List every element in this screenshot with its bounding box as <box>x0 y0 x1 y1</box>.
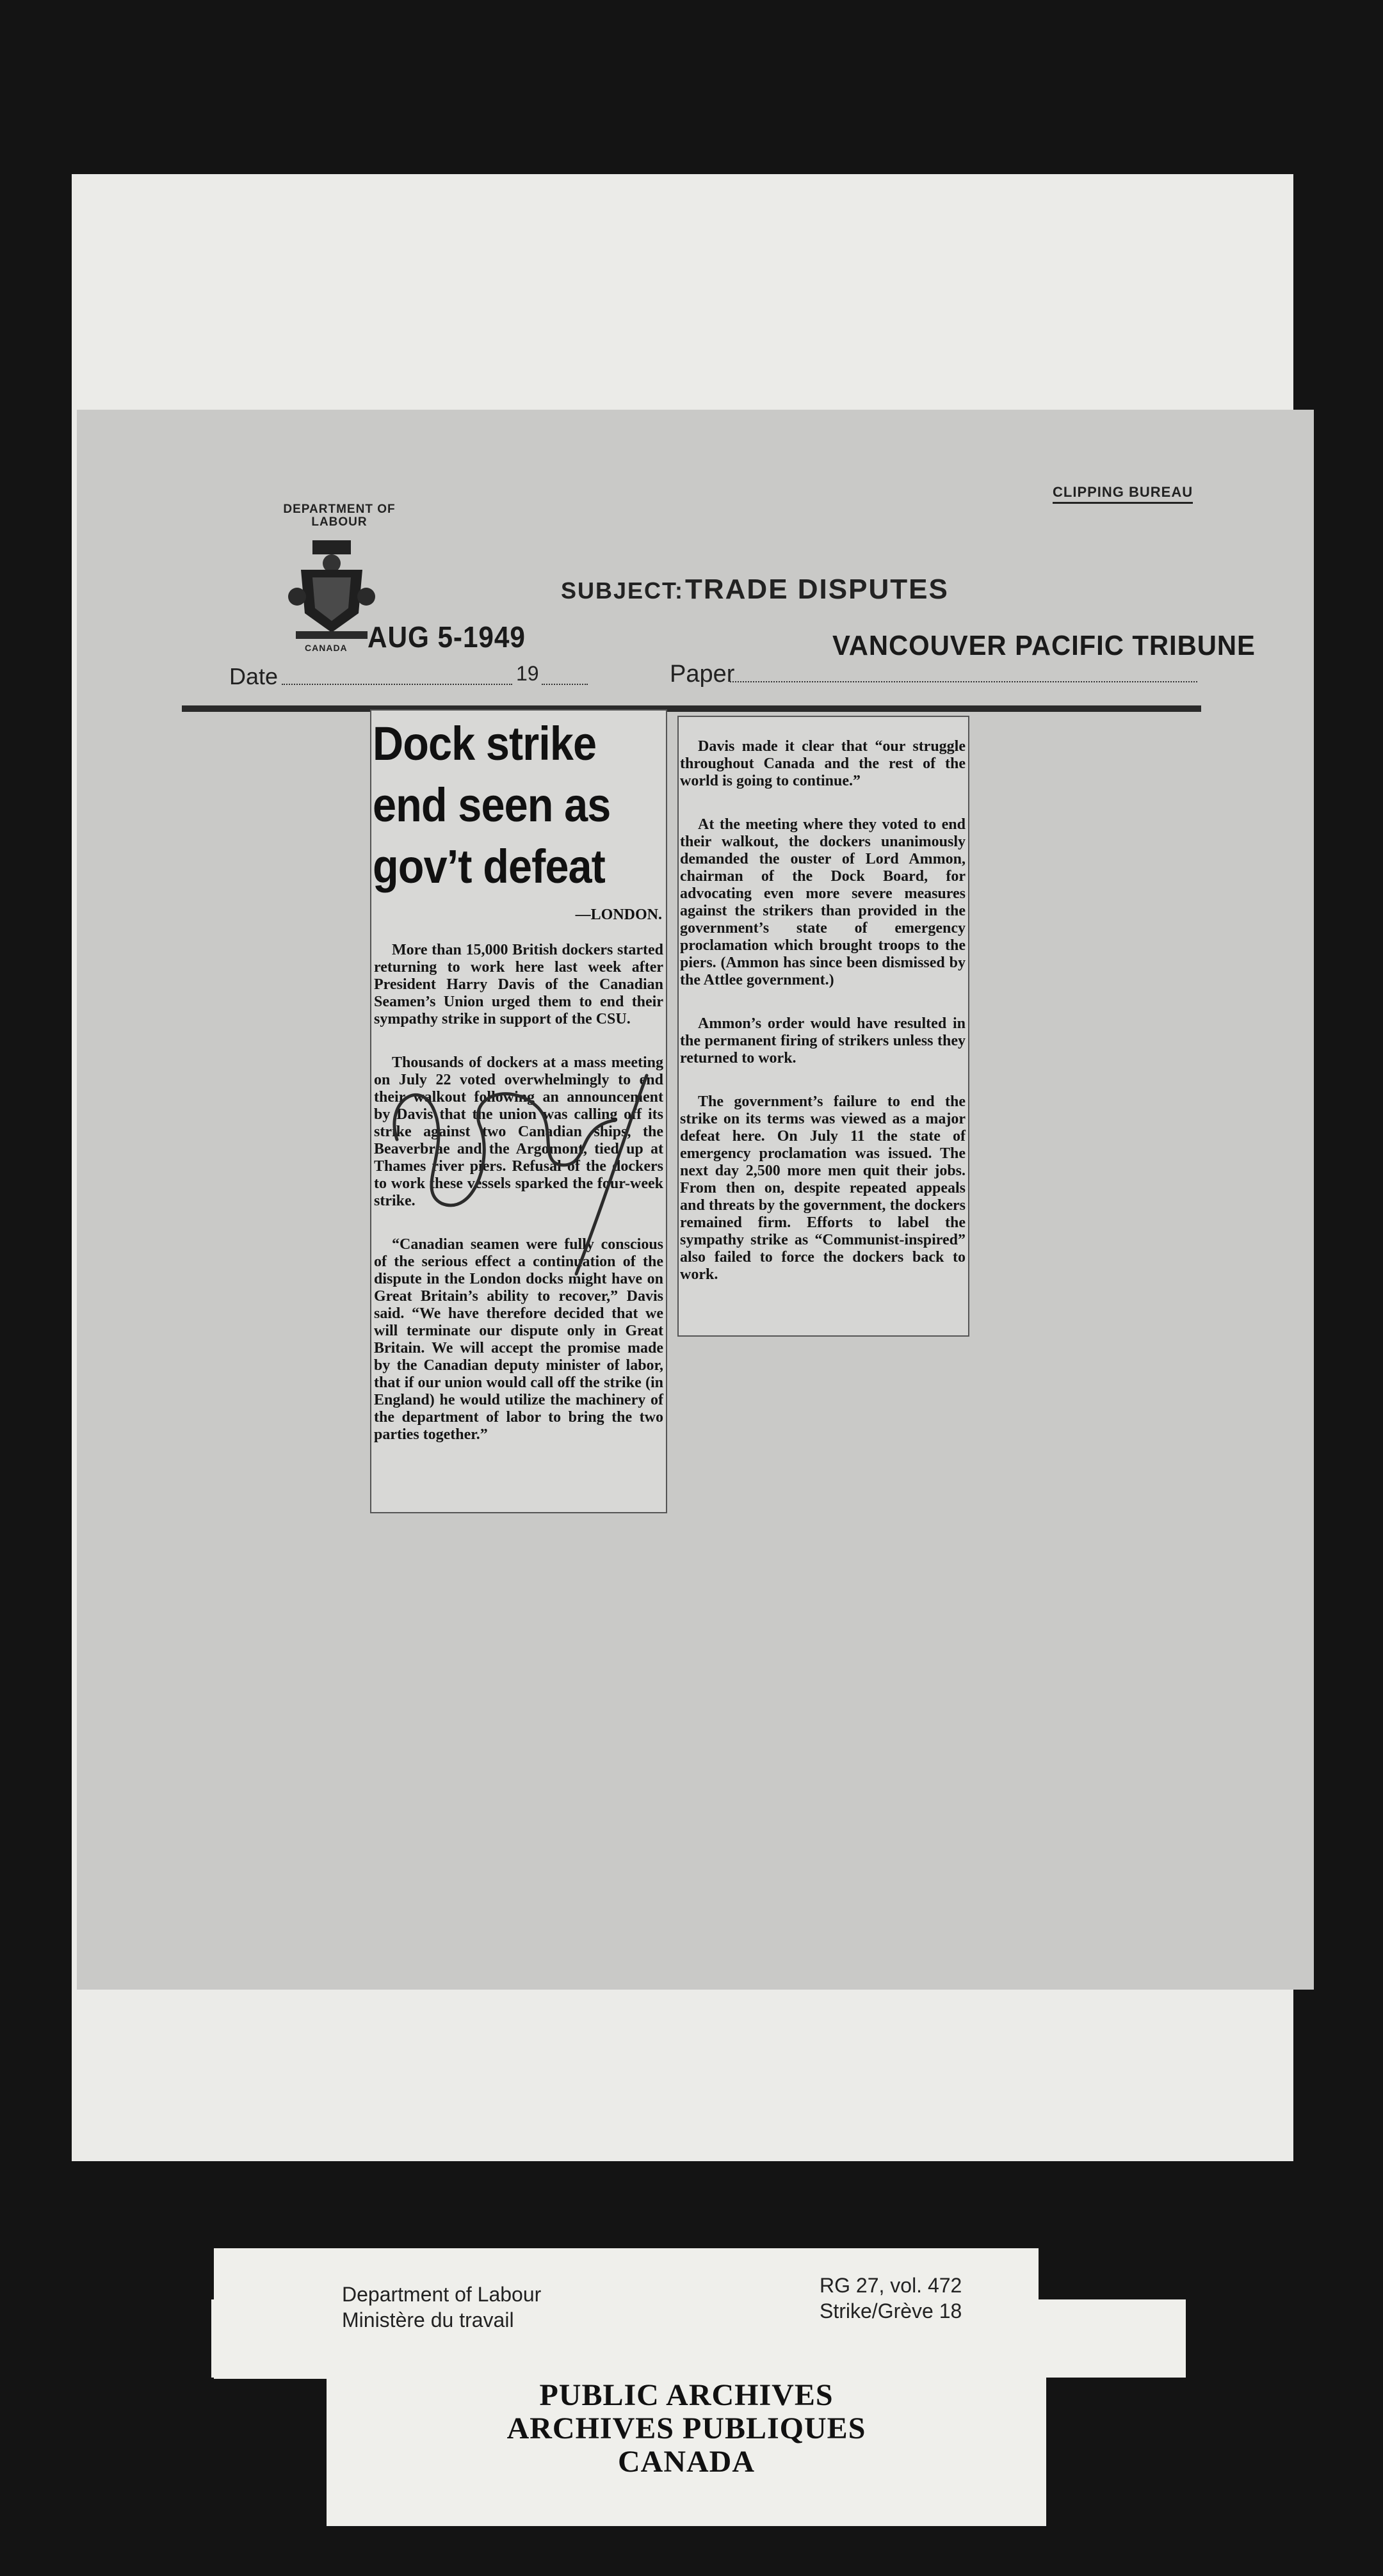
header-rule <box>182 705 1201 712</box>
subject-value: TRADE DISPUTES <box>685 574 949 605</box>
paper-field-line <box>730 681 1197 682</box>
paragraph: The government’s failure to end the strike on its terms was viewed as a major defeat here. On July 11 the state of emergency proclamation was issued. The next day 2,500 more men quit their jobs. From then on, despite repeated appeals and threats by the government, the dockers remained firm. Efforts to label the sympathy strike as “Communist-inspired” also failed to force the dockers back to work. <box>680 1093 966 1283</box>
date-label: Date <box>229 663 279 689</box>
department-en: Department of Labour <box>342 2283 542 2306</box>
archives-fr: ARCHIVES PUBLIQUES <box>506 2411 866 2445</box>
paper-label: Paper <box>670 661 735 688</box>
archive-department <box>342 2282 541 2333</box>
department-label: DEPARTMENT OF LABOUR <box>283 503 396 529</box>
canada-label: CANADA <box>305 643 348 653</box>
subject-label: SUBJECT: <box>561 577 684 604</box>
paper-stamp: VANCOUVER PACIFIC TRIBUNE <box>832 630 1256 661</box>
paragraph: More than 15,000 British dockers started returning to work here last week after President Harry Davis of the Canadian Seamen’s Union urged them to end their sympathy strike in support of the CSU. <box>374 942 663 1027</box>
paragraph: At the meeting where they voted to end their walkout, the dockers unanimously demanded the ouster of Lord Ammon, chairman of the Dock Board, for advocating even more severe measures against the strikers than provided in the government’s state of emergency proclamation which brought troops to the piers. (Ammon has since been dismissed by the Attlee government.) <box>680 816 966 988</box>
clipping-bureau-label: CLIPPING BUREAU <box>1053 484 1193 504</box>
paragraph: Ammon’s order would have resulted in the permanent firing of strikers unless they returned to work. <box>680 1015 966 1067</box>
date-stamp: AUG 5-1949 <box>368 620 526 654</box>
paragraph: Thousands of dockers at a mass meeting on July 22 voted overwhelmingly to end their walkout following an announcement by Davis that the union was calling off its strike against two Canadian ships, the Beaverbrae and the Argomont, tied up at Thames river piers. Refusal of the dockers to work these vessels sparked the four-week strike. <box>374 1054 663 1209</box>
paragraph: “Canadian seamen were fully conscious of the serious effect a continuation of the dispute in the London docks might have on Great Britain’s ability to recover,” Davis said. “We have therefore decided that we will terminate our dispute only in Great Britain. We will accept the promise made by the Canadian deputy minister of labor, that if our union would call off the strike (in England) he would utilize the machinery of the department of labor to bring the two parties together.” <box>374 1236 663 1443</box>
reference-file: Strike/Grève 18 <box>820 2299 962 2322</box>
archives-en: PUBLIC ARCHIVES <box>539 2378 834 2412</box>
archives-title <box>327 2379 1046 2479</box>
department-fr: Ministère du travail <box>342 2308 514 2331</box>
paragraph: Davis made it clear that “our struggle throughout Canada and the rest of the world is going to continue.” <box>680 738 966 789</box>
date-field-line <box>282 684 512 685</box>
article-dateline: —LONDON. <box>575 906 662 923</box>
archives-country: CANADA <box>618 2445 755 2479</box>
year-field-line <box>542 684 588 685</box>
article-headline: Dock strike end seen as gov’t defeat <box>373 717 611 893</box>
coat-of-arms-icon <box>287 538 376 643</box>
archive-reference <box>820 2273 962 2324</box>
handwritten-mark <box>346 999 794 1293</box>
year-prefix: 19 <box>516 662 539 685</box>
reference-volume: RG 27, vol. 472 <box>820 2274 962 2297</box>
